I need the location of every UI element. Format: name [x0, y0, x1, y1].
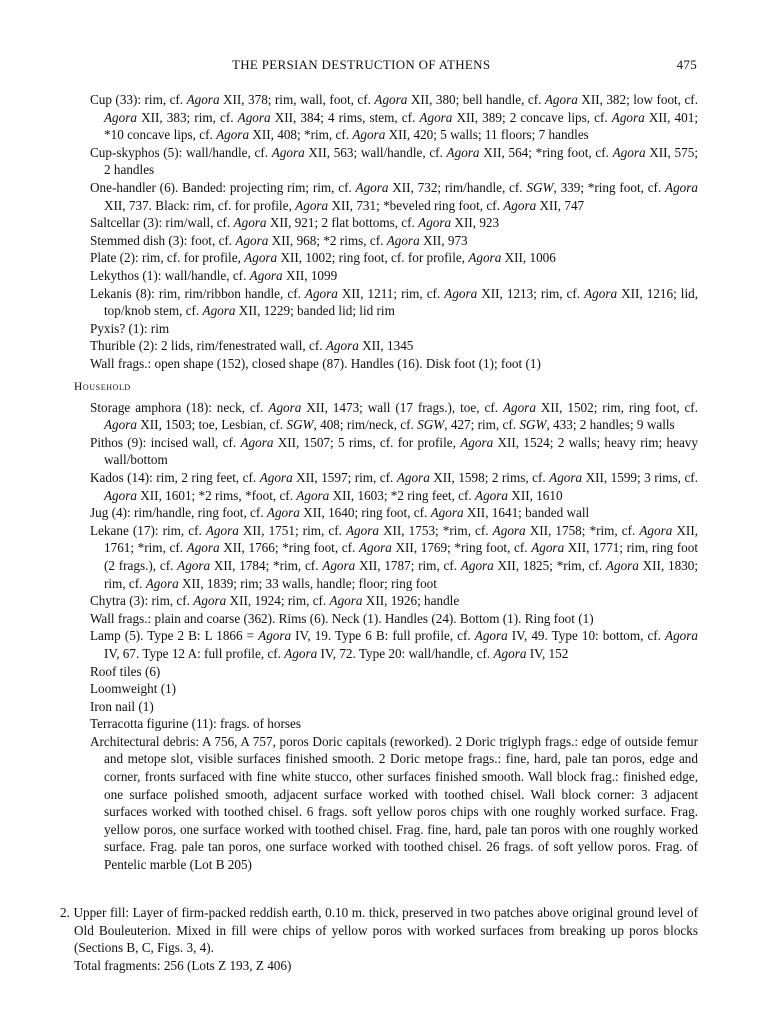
catalog-entry: Lekanis (8): rim, rim/ribbon handle, cf. Agora XII, 1211; rim, cf. Agora XII, 1213; rim, cf. Agora XII, 1216; lid, top/knob stem, cf. Agora XII, 1229; banded lid; lid rim	[90, 285, 699, 319]
section-heading	[74, 379, 698, 397]
household-entry: Loomweight (1)	[90, 681, 177, 697]
deposit-2	[60, 904, 698, 974]
household-entry: Jug (4): rim/handle, ring foot, cf. Agora XII, 1640; ring foot, cf. Agora XII, 1641; banded wall	[90, 505, 590, 521]
household-entry: Lekane (17): rim, cf. Agora XII, 1751; rim, cf. Agora XII, 1753; *rim, cf. Agora XII, 1758; *rim, cf. Agora XII, 1761; *rim, cf. Agora XII, 1766; *ring foot, cf. Agora XII, 1769; *ring foot, cf. Agora XII, 1771; rim, ring foot (2 frags.), cf. Agora XII, 1784; *rim, cf. Agora XII, 1787; rim, cf. Agora XII, 1825; *rim, cf. Agora XII, 1830; rim, cf. Agora XII, 1839; rim; 33 walls, handle; floor; ring foot	[90, 522, 699, 591]
deposit-description: 2. Upper fill: Layer of firm-packed reddish earth, 0.10 m. thick, preserved in two patches above original ground level of Old Bouleuterion. Mixed in fill were chips of yellow poros with worked surfaces from breaking up poros blocks (Sections B, C, Figs. 3, 4).	[60, 905, 698, 956]
catalog-entry: Saltcellar (3): rim/wall, cf. Agora XII, 921; 2 flat bottoms, cf. Agora XII, 923	[90, 215, 500, 231]
household-entry: Storage amphora (18): neck, cf. Agora XII, 1473; wall (17 frags.), toe, cf. Agora XII, 1502; rim, ring foot, cf. Agora XII, 1503; toe, Lesbian, cf. SGW, 408; rim/neck, cf. SGW, 427; rim, cf. SGW, 433; 2 handles; 9 walls	[90, 399, 698, 433]
catalog-entry: Plate (2): rim, cf. for profile, Agora XII, 1002; ring foot, cf. for profile, Agora XII, 1006	[90, 250, 556, 266]
catalog-entry: Cup-skyphos (5): wall/handle, cf. Agora XII, 563; wall/handle, cf. Agora XII, 564; *ring foot, cf. Agora XII, 575; 2 handles	[90, 144, 698, 178]
fine-ware-list	[74, 91, 698, 373]
deposit-total: Total fragments: 256 (Lots Z 193, Z 406)	[74, 957, 292, 973]
running-head-title: THE PERSIAN DESTRUCTION OF ATHENS	[232, 57, 491, 72]
household-entries	[74, 399, 698, 874]
household-entry: Kados (14): rim, 2 ring feet, cf. Agora XII, 1597; rim, cf. Agora XII, 1598; 2 rims, cf. Agora XII, 1599; 3 rims, cf. Agora XII, 1601; *2 rims, *foot, cf. Agora XII, 1603; *2 ring feet, cf. Agora XII, 1610	[90, 469, 698, 503]
household-entry: Chytra (3): rim, cf. Agora XII, 1924; rim, cf. Agora XII, 1926; handle	[90, 593, 460, 609]
catalog-entry: Pyxis? (1): rim	[90, 320, 170, 336]
section-heading-text: Household	[74, 381, 131, 393]
catalog-entry: One-handler (6). Banded: projecting rim; rim, cf. Agora XII, 732; rim/handle, cf. SGW, 339; *ring foot, cf. Agora XII, 737. Black: rim, cf. for profile, Agora XII, 731; *beveled ring foot, cf. Agora XII, 747	[90, 179, 698, 213]
household-entry: Architectural debris: A 756, A 757, poros Doric capitals (reworked). 2 Doric triglyph frags.: edge of outside femur and metope slot, visible surfaces finished smooth. 2 Doric metope frags.: fine, hard, pale tan poros, edge and corner, fronts surfaced with fine white stucco, other surfaces finished smooth. Wall block frag.: finished edge, one surface polished smooth, adjacent surface worked with toothed chisel. Wall block corner: 3 adjacent surfaces worked with toothed chisel. 6 frags. soft yellow poros chips with one roughly worked surface. Frag. yellow poros, one surface worked with toothed chisel. Frag. fine, hard, pale tan poros with one roughly worked surface. Frag. pale tan poros, one surface worked with toothed chisel. 26 frags. of soft yellow poros. Frag. of Pentelic marble (Lot B 205)	[90, 733, 698, 873]
catalog-entries	[74, 91, 698, 373]
household-entry: Pithos (9): incised wall, cf. Agora XII, 1507; 5 rims, cf. for profile, Agora XII, 1524; 2 walls; heavy rim; heavy wall/bottom	[90, 434, 698, 468]
catalog-entry: Lekythos (1): wall/handle, cf. Agora XII, 1099	[90, 267, 338, 283]
catalog-entry: Thurible (2): 2 lids, rim/fenestrated wall, cf. Agora XII, 1345	[90, 338, 414, 354]
catalog-entry: Wall frags.: open shape (152), closed shape (87). Handles (16). Disk foot (1); foot (1)	[90, 355, 541, 371]
catalog-entry: Cup (33): rim, cf. Agora XII, 378; rim, wall, foot, cf. Agora XII, 380; bell handle, cf. Agora XII, 382; low foot, cf. Agora XII, 383; rim, cf. Agora XII, 384; 4 rims, stem, cf. Agora XII, 389; 2 concave lips, cf. Agora XII, 401; *10 concave lips, cf. Agora XII, 408; *rim, cf. Agora XII, 420; 5 walls; 11 floors; 7 handles	[90, 92, 698, 143]
household-entry: Roof tiles (6)	[90, 663, 161, 679]
page-number: 475	[676, 57, 697, 72]
household-section	[74, 379, 698, 874]
catalog-entry: Stemmed dish (3): foot, cf. Agora XII, 968; *2 rims, cf. Agora XII, 973	[90, 232, 468, 248]
household-entry: Terracotta figurine (11): frags. of horses	[90, 716, 301, 732]
household-entry: Lamp (5). Type 2 B: L 1866 = Agora IV, 19. Type 6 B: full profile, cf. Agora IV, 49. Type 10: bottom, cf. Agora IV, 67. Type 12 A: full profile, cf. Agora IV, 72. Type 20: wall/handle, cf. Agora IV, 152	[90, 628, 698, 661]
household-entry: Iron nail (1)	[90, 698, 154, 714]
household-entry: Wall frags.: plain and coarse (362). Rims (6). Neck (1). Handles (24). Bottom (1). Ring foot (1)	[90, 610, 594, 626]
